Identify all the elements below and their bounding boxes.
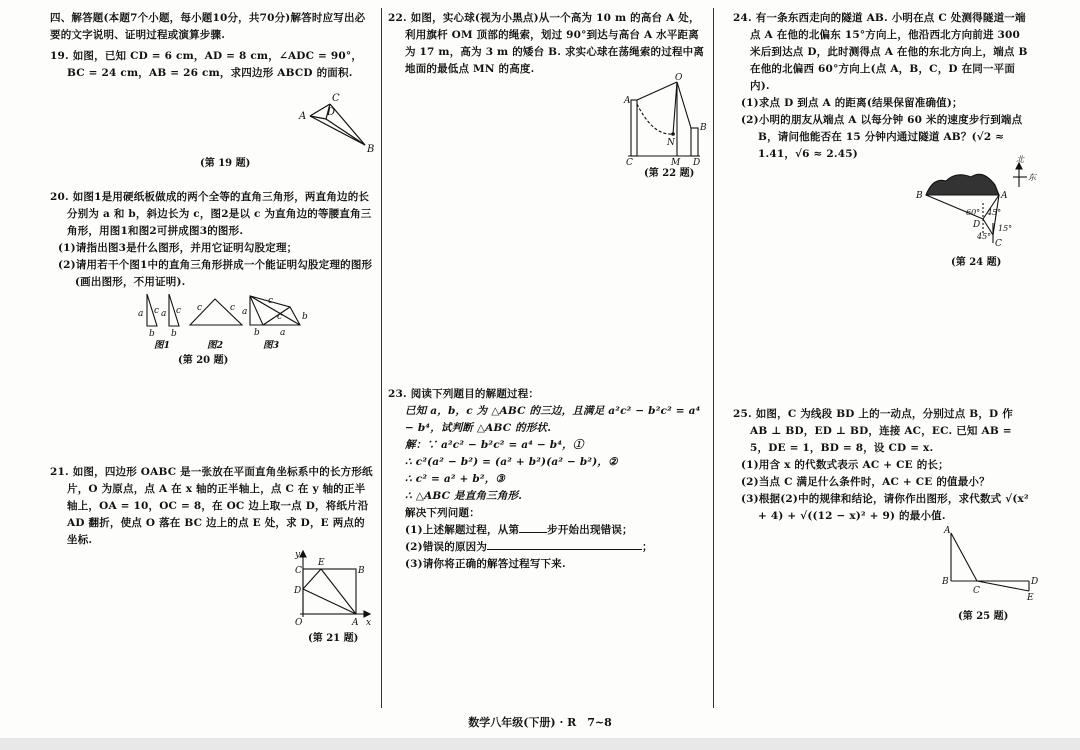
q22-label-b: B	[700, 123, 707, 133]
q20-fig3-name: 图3	[263, 340, 280, 351]
q23-step-3: ∴ c² = a² + b²，③	[405, 473, 506, 485]
q24-label-d: D	[973, 220, 981, 230]
bottom-scan-edge	[0, 738, 1080, 750]
q21-label-b: B	[358, 566, 365, 576]
q20-label-1: a	[138, 309, 144, 319]
q20-caption: (第 20 题)	[178, 355, 229, 366]
q24-caption: (第 24 题)	[951, 257, 1002, 268]
q24-label-angle-60: 60°	[966, 208, 981, 217]
q20-part1: (1)请指出图3是什么图形，并用它证明勾股定理；	[58, 242, 298, 254]
q19-label-a: A	[299, 111, 307, 122]
q24-label-a: A	[1001, 191, 1008, 201]
q23-part3: (3)请你将正确的解答过程写下来.	[405, 558, 566, 570]
q21-label-d: D	[294, 586, 302, 596]
q25-part2: (2)当点 C 满足什么条件时，AC + CE 的值最小？	[741, 476, 990, 488]
q20-fig1-name: 图1	[154, 340, 171, 351]
q22-label-a: A	[624, 96, 631, 106]
q20-text: 20. 如图1是用硬纸板做成的两个全等的直角三角形，两直角边的长分别为 a 和 b，斜边长为 c，图2是以 c 为直角边的等腰直角三角形，用图1和图2可拼成图3的图形.	[50, 191, 372, 237]
q24-label-north: 北	[1016, 155, 1024, 164]
q20-label-4: a	[161, 309, 167, 319]
q20-label-9: c	[268, 296, 274, 306]
question-20	[50, 189, 375, 366]
question-21	[50, 464, 375, 644]
q20-label-3: c	[154, 306, 160, 316]
section-heading: 四、解答题(本题7个小题，每小题10分，共70分)解答时应写出必要的文字说明、证明过程或演算步骤.	[50, 12, 366, 41]
column-3	[733, 10, 1039, 622]
q23-part1-tail: 步开始出现错误；	[547, 524, 633, 536]
q25-label-e: E	[1027, 593, 1034, 603]
q23-part1-lead: (1)上述解题过程，从第	[405, 524, 520, 536]
q24-label-angle-15: 15°	[998, 224, 1013, 233]
q19-label-b: B	[367, 144, 375, 155]
column-2	[388, 10, 708, 570]
q25-label-a: A	[944, 526, 951, 536]
question-19	[50, 48, 375, 169]
q19-label-d: D	[327, 107, 336, 118]
q24-part1: (1)求点 D 到点 A 的距离(结果保留准确值)；	[741, 97, 963, 109]
column-divider-right	[713, 8, 714, 708]
q23-step-1: 解：∵ a²c² − b²c² = a⁴ − b⁴，①	[405, 439, 584, 451]
q19-text: 19. 如图，已知 CD = 6 cm，AD = 8 cm，∠ADC = 90°，BC = 24 cm，AB = 26 cm，求四边形 ABCD 的面积.	[50, 50, 363, 79]
q22-label-n: N	[667, 138, 675, 148]
q19-figure	[50, 82, 375, 154]
q21-label-y: y	[295, 550, 301, 560]
q20-label-10: c	[277, 312, 283, 322]
q21-label-x: x	[366, 618, 372, 628]
q22-text: 22. 如图，实心球(视为小黑点)从一个高为 10 m 的高台 A 处，利用旗杆 OM 顶部的绳索，划过 90°到达与高台 A 水平距离为 17 m，高为 3 m 的矮台 B. 求实心球在荡绳索的过程中离地面的最低点 MN 的高度.	[388, 12, 705, 75]
q20-label-7: c	[197, 303, 203, 313]
q21-label-a: A	[352, 618, 359, 628]
q19-label-c: C	[332, 93, 340, 104]
q19-caption: (第 19 题)	[200, 158, 251, 169]
q22-label-d: D	[693, 158, 701, 168]
q23-part2	[388, 539, 708, 556]
q22-label-c: C	[626, 158, 633, 168]
q23-problem: 已知 a，b，c 为 △ABC 的三边，且满足 a²c² − b²c² = a⁴ − b⁴，试判断 △ABC 的形状.	[405, 405, 701, 434]
q23-part1	[388, 522, 708, 539]
q21-text: 21. 如图，四边形 OABC 是一张放在平面直角坐标系中的长方形纸片，O 为原点，点 A 在 x 轴的正半轴上，点 C 在 y 轴的正半轴上，OA = 10，OC = 8，在 OC 边上取一点 D，将纸片沿 AD 翻折，使点 O 落在 BC 边上的点 E 处，求 D，E 两点的坐标.	[50, 466, 373, 546]
q20-label-8: c	[230, 303, 236, 313]
q20-label-14: a	[280, 328, 286, 338]
q22-caption: (第 22 题)	[644, 168, 695, 179]
question-24	[733, 10, 1036, 268]
page-footer: 数学八年级(下册) · R 7~8	[468, 716, 612, 729]
q24-figure	[733, 155, 1036, 253]
q24-text: 24. 有一条东西走向的隧道 AB. 小明在点 C 处测得隧道一端点 A 在他的北偏东 15°方向上，他沿西北方向前进 300 米后到达点 D，此时测得点 A 在他的东北方向上，端点 B 在他的北偏西 60°方向上(点 A，B，C，D 在同一平面内).	[733, 12, 1028, 92]
q24-part2: (2)小明的朋友从端点 A 以每分钟 60 米的速度步行到端点 B，请问他能否在 15 分钟内通过隧道 AB？(√2 ≈ 1.41，√6 ≈ 2.45)	[741, 114, 1023, 160]
q25-text: 25. 如图，C 为线段 BD 上的一动点，分别过点 B，D 作 AB ⊥ BD，ED ⊥ BD，连接 AC，EC. 已知 AB = 5，DE = 1，BD = 8，设 CD = x.	[733, 408, 1013, 454]
q23-part1-blank[interactable]	[519, 532, 547, 533]
q21-label-e: E	[318, 558, 325, 568]
q22-label-m: M	[671, 158, 681, 168]
q23-part2-lead: (2)错误的原因为	[405, 541, 488, 553]
q20-label-2: b	[149, 329, 155, 339]
q25-caption: (第 25 题)	[958, 611, 1009, 622]
q25-label-c: C	[973, 586, 980, 596]
q25-part1: (1)用含 x 的代数式表示 AC + CE 的长；	[741, 459, 949, 471]
column-divider-left	[381, 8, 382, 708]
q23-part2-tail: ；	[642, 541, 653, 553]
q21-figure	[50, 549, 375, 629]
q22-label-o: O	[675, 73, 683, 83]
q25-label-b: B	[942, 577, 949, 587]
q22-figure	[388, 73, 708, 168]
q20-part2: (2)请用若干个图1中的直角三角形拼成一个能证明勾股定理的图形(画出图形，不用证明).	[58, 259, 373, 288]
q21-caption: (第 21 题)	[308, 633, 359, 644]
q23-intro: 23. 阅读下列题目的解题过程：	[388, 388, 540, 400]
q23-step-2: ∴ c²(a² − b²) = (a² + b²)(a² − b²)，②	[405, 456, 618, 468]
q20-figure	[50, 291, 375, 351]
q20-label-5: b	[171, 329, 177, 339]
q24-label-angle-45b: 45°	[977, 232, 992, 241]
q21-label-o: O	[295, 618, 303, 628]
q23-solve-heading: 解决下列问题：	[405, 507, 480, 519]
q20-fig2-name: 图2	[207, 340, 224, 351]
q20-label-12: b	[254, 328, 260, 338]
question-22	[388, 10, 708, 179]
q24-label-angle-45a: 45°	[987, 208, 1002, 217]
q20-label-6: c	[176, 306, 182, 316]
q23-part2-blank[interactable]	[487, 549, 642, 550]
q24-label-east: 东	[1028, 173, 1036, 182]
column-1	[50, 10, 375, 644]
q24-label-c: C	[995, 239, 1002, 249]
q24-label-b: B	[916, 191, 923, 201]
q25-figure	[733, 525, 1039, 607]
q25-part3: (3)根据(2)中的规律和结论，请你作出图形，求代数式 √(x² + 4) + √((12 − x)² + 9) 的最小值.	[741, 493, 1029, 522]
question-23	[388, 386, 708, 573]
question-25	[733, 406, 1039, 622]
q20-label-13: b	[302, 312, 308, 322]
q23-step-4: ∴ △ABC 是直角三角形.	[405, 490, 523, 502]
q25-label-d: D	[1031, 577, 1039, 587]
q20-label-11: a	[242, 307, 248, 317]
q21-label-c: C	[295, 566, 302, 576]
